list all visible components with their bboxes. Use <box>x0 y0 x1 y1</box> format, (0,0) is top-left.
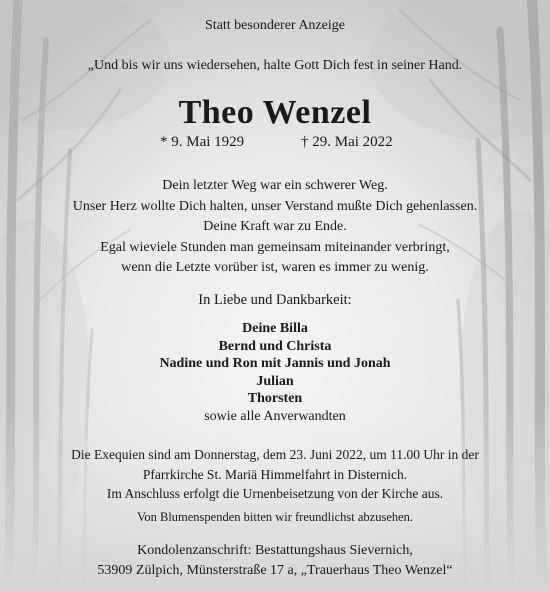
urn-burial-info: Im Anschluss erfolgt die Urnenbeisetzung von der Kirche aus. <box>106 486 444 501</box>
birth-date: * 9. Mai 1929 <box>160 134 245 150</box>
death-date: † 29. Mai 2022 <box>301 134 393 150</box>
poem <box>0 176 550 279</box>
funeral-service-info <box>0 445 550 485</box>
notice-header: Statt besonderer Anzeige <box>205 18 345 33</box>
mourner: Nadine und Ron mit Jannis und Jonah <box>159 356 391 371</box>
poem-line: Unser Herz wollte Dich halten, unser Verstand mußte Dich gehenlassen. <box>72 198 478 214</box>
deceased-name: Theo Wenzel <box>178 94 372 131</box>
mourner: Deine Billa <box>242 321 308 336</box>
poem-line: Egal wieviele Stunden man gemeinsam miteinander verbringt, <box>100 239 450 255</box>
poem-line: wenn die Letzte vorüber ist, waren es immer zu wenig. <box>121 260 429 275</box>
mourner: Julian <box>256 373 294 389</box>
gratitude-line: In Liebe und Dankbarkeit: <box>198 292 352 308</box>
poem-line: Deine Kraft war zu Ende. <box>203 219 347 234</box>
service-line: Die Exequien sind am Donnerstag, dem 23. Juni 2022, um 11.00 Uhr in der <box>71 447 479 462</box>
mourner: Thorsten <box>247 391 303 406</box>
service-line: Pfarrkirche St. Mariä Himmelfahrt in Disternich. <box>142 467 408 482</box>
address-line: Kondolenzanschrift: Bestattungshaus Sievernich, <box>137 543 413 558</box>
flower-request: Von Blumenspenden bitten wir freundlichst abzusehen. <box>136 510 414 524</box>
mourners-list <box>0 320 550 425</box>
bible-quote: „Und bis wir uns wiedersehen, halte Gott Dich fest in seiner Hand. <box>87 58 463 73</box>
poem-line: Dein letzter Weg war ein schwerer Weg. <box>162 178 388 193</box>
condolence-address <box>0 541 550 581</box>
address-line: 53909 Zülpich, Münsterstraße 17 a, „Trauerhaus Theo Wenzel“ <box>97 563 453 578</box>
mourner: Bernd und Christa <box>218 338 332 354</box>
relatives-line: sowie alle Anverwandten <box>204 408 346 424</box>
